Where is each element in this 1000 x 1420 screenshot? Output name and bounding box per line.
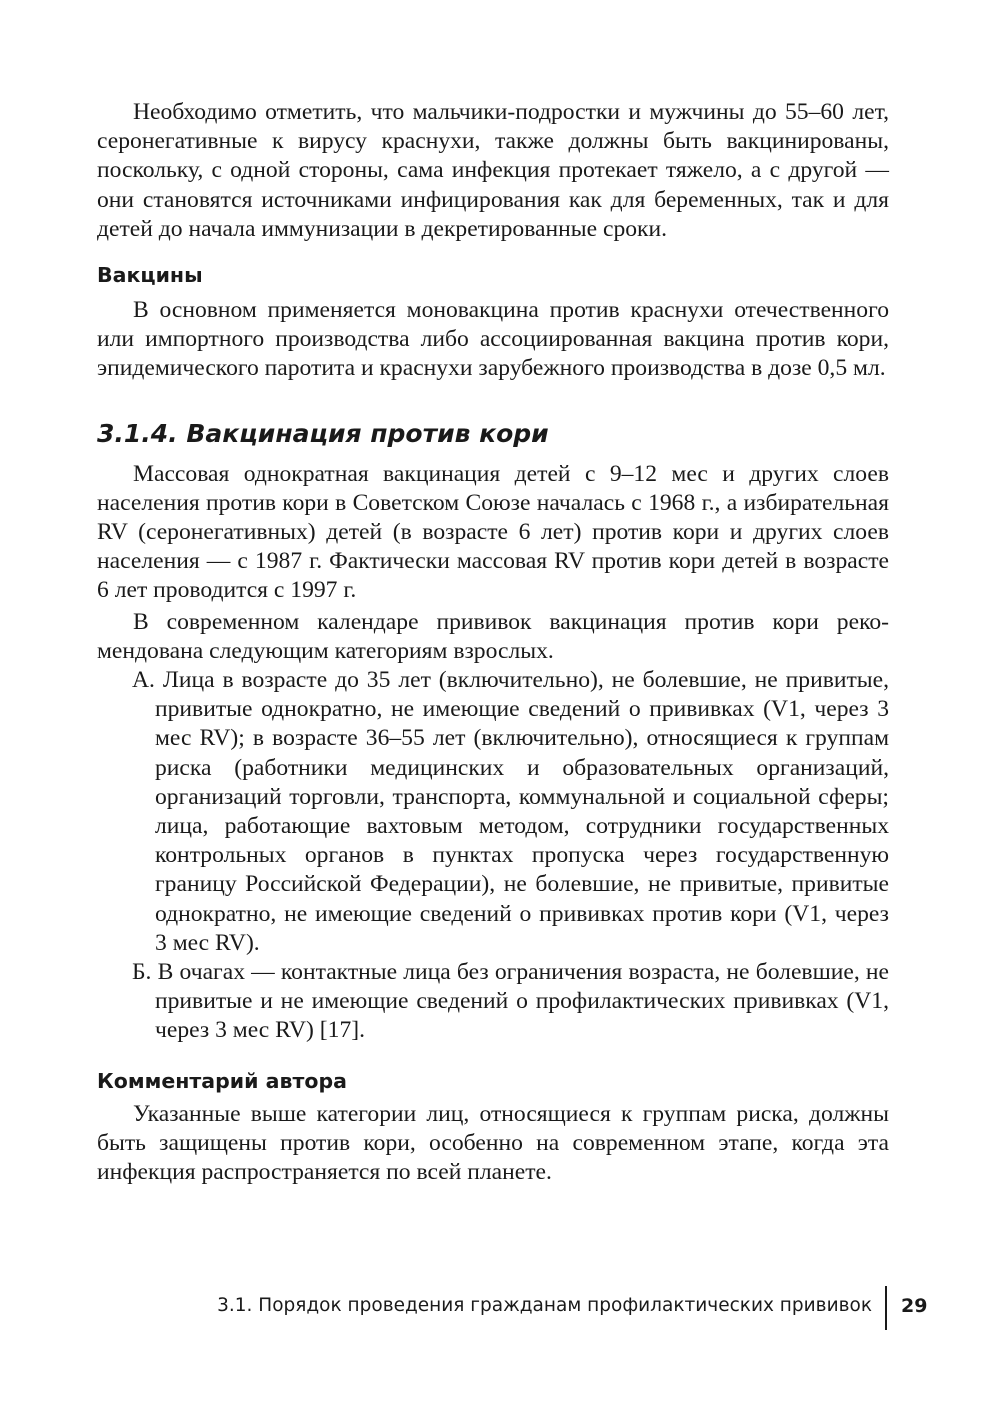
list-item: А. Лица в возрасте до 35 лет (включительно), не болевшие, не привитые, привитые однократно, не имеющие сведений о прививках (V1, через 3 мес RV); в возрасте 36–55 лет (включительно), относящиеся к группам риска (работники медицинских и образовательных организаций, организаций торговли, транспорта, коммунальной и социальной сферы; лица, работающие вахтовым методом, сотрудники государственных контрольных органов в пунктах пропуска через государственную границу Российской Федерации), не болевшие, не привитые, привитые однократно, не имеющие сведений о прививках против кори (V1, через 3 мес RV).	[132, 667, 889, 956]
intro-paragraph: Необходимо отметить, что мальчики-подростки и мужчины до 55–60 лет, серонегативные к вирусу краснухи, также должны быть вакцинированы, поскольку, с одной стороны, сама инфекция протекает тяжело, а с другой — они становятся источниками инфицирования как для беременных, так и для детей до начала иммунизации в декретированные сроки.	[97, 99, 889, 242]
section-title: 3.1.4. Вакцинация против кори	[97, 418, 549, 448]
section-paragraph: Массовая однократная вакцинация детей с 9–12 мес и других слоев населения против кори в Советском Союзе началась с 1968 г., а избирательная RV (серонегативных) детей (в возрасте 6 лет) против кори и других слоев населения — с 1987 г. Фактически массовая RV против кори детей в возрасте 6 лет проводится с 1997 г.	[97, 460, 889, 604]
section-body	[97, 460, 889, 1046]
page-number: 29	[901, 1295, 928, 1317]
vaccines-paragraph: В основном применяется моновакцина против краснухи отечественного или импортного производства либо ассоциированная вакцина против кори, эпидемического паротита и краснухи зарубежного производства в дозе 0,5 мл.	[97, 297, 889, 382]
running-head: 3.1. Порядок проведения гражданам профилактических прививок	[217, 1295, 872, 1316]
footer-divider	[885, 1286, 887, 1330]
page-body	[97, 98, 889, 1187]
comment-paragraph: Указанные выше категории лиц, относящиеся к группам риска, должны быть защищены против кори, особенно на современном этапе, когда эта инфекция распространяется по всей планете.	[97, 1100, 889, 1186]
page-footer	[0, 1286, 1000, 1330]
comment-heading: Комментарий автора	[97, 1068, 347, 1093]
list-item: Б. В очагах — контактные лица без ограничения возраста, не болевшие, не привитые и не имеющие сведений о профилактических прививках (V1, через 3 мес RV) [17].	[132, 959, 889, 1044]
adult-categories-list	[97, 666, 889, 1046]
section-paragraph: В современном календаре прививок вакцинация против кори рекомендована следующим категориям взрослых.	[97, 608, 889, 664]
vaccines-heading: Вакцины	[97, 263, 203, 288]
